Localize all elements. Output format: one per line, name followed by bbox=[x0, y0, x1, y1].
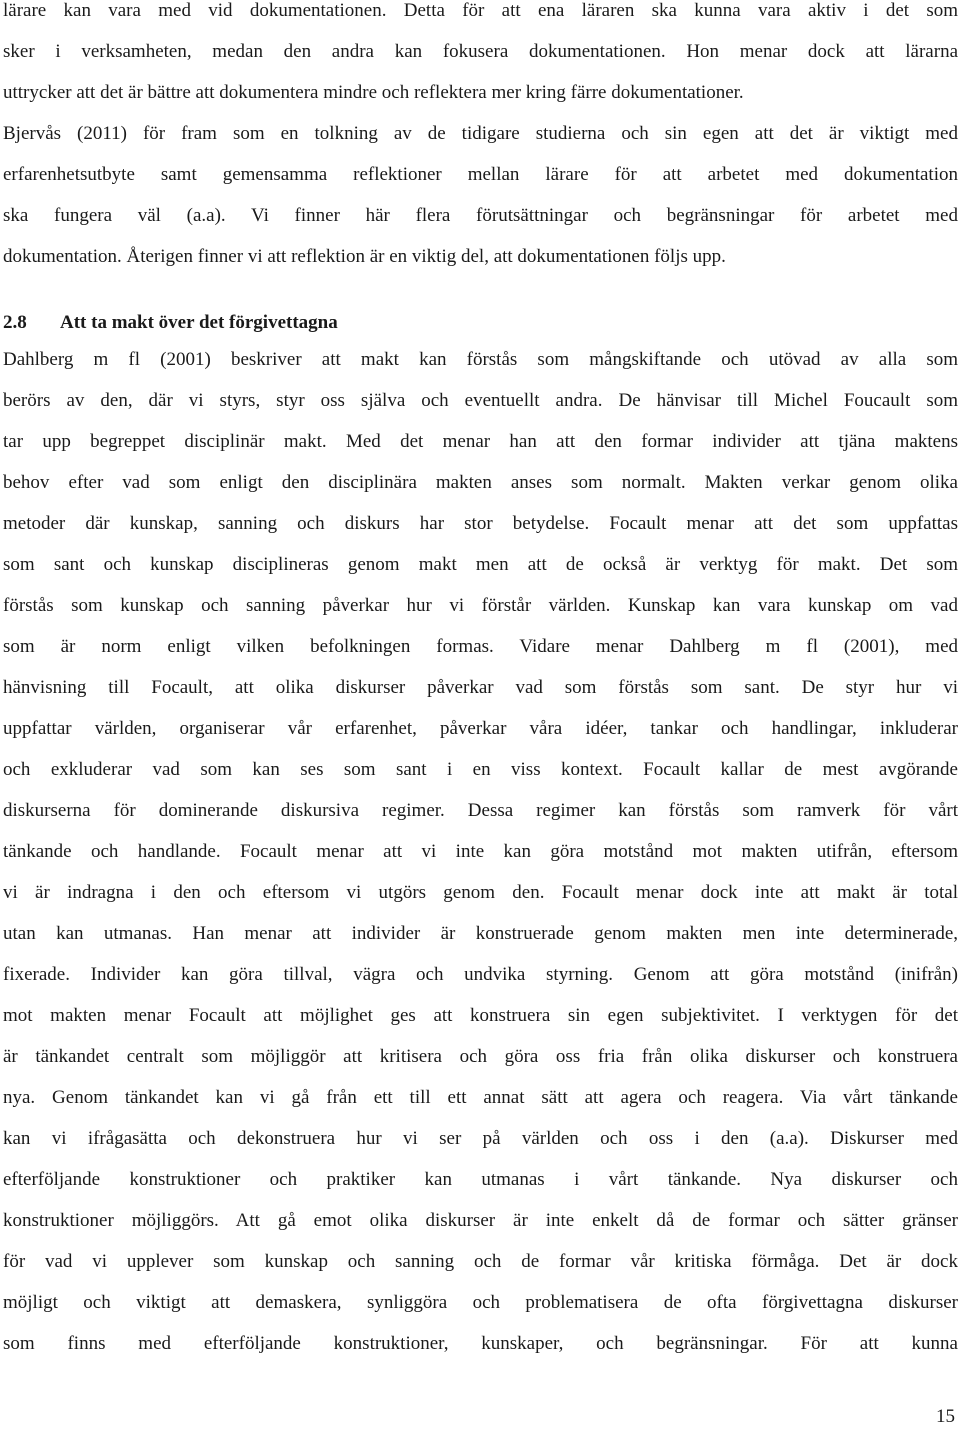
text-line: fixerade. Individer kan göra tillval, vägra och undvika styrning. Genom att göra motstånd (inifrån) bbox=[3, 964, 958, 985]
text-line: behov efter vad som enligt den disciplinära makten anses som normalt. Makten verkar genom olika bbox=[3, 472, 958, 493]
text-line: mot makten menar Focault att möjlighet ges att konstruera sin egen subjektivitet. I verktygen för det bbox=[3, 1005, 958, 1026]
text-line: uttrycker att det är bättre att dokumentera mindre och reflektera mer kring färre dokumentationer. bbox=[3, 82, 744, 103]
text-line: erfarenhetsutbyte samt gemensamma reflektioner mellan lärare för att arbetet med dokumentation bbox=[3, 164, 958, 185]
text-line: som är norm enligt vilken befolkningen formas. Vidare menar Dahlberg m fl (2001), med bbox=[3, 636, 958, 657]
text-line: metoder där kunskap, sanning och diskurs har stor betydelse. Focault menar att det som uppfattas bbox=[3, 513, 958, 534]
text-line: lärare kan vara med vid dokumentationen. Detta för att ena läraren ska kunna vara aktiv i det som bbox=[3, 0, 958, 21]
text-line: tänkande och handlande. Focault menar att vi inte kan göra motstånd mot makten utifrån, eftersom bbox=[3, 841, 958, 862]
text-line: som sant och kunskap disciplineras genom makt men att de också är verktyg för makt. Det som bbox=[3, 554, 958, 575]
text-line: och exkluderar vad som kan ses som sant i en viss kontext. Focault kallar de mest avgörande bbox=[3, 759, 958, 780]
text-line: möjligt och viktigt att demaskera, synliggöra och problematisera de ofta förgivettagna diskurser bbox=[3, 1292, 958, 1313]
section-title: Att ta makt över det förgivettagna bbox=[60, 312, 338, 333]
text-line: som finns med efterföljande konstruktioner, kunskaper, och begränsningar. För att kunna bbox=[3, 1333, 958, 1354]
text-line: förstås som kunskap och sanning påverkar hur vi förstår världen. Kunskap kan vara kunskap om vad bbox=[3, 595, 958, 616]
text-line: tar upp begreppet disciplinär makt. Med det menar han att den formar individer att tjäna maktens bbox=[3, 431, 958, 452]
text-line: sker i verksamheten, medan den andra kan fokusera dokumentationen. Hon menar dock att lärarna bbox=[3, 41, 958, 62]
text-line: berörs av den, där vi styrs, styr oss själva och eventuellt andra. De hänvisar till Michel Foucault som bbox=[3, 390, 958, 411]
section-heading bbox=[3, 302, 338, 343]
section-number: 2.8 bbox=[3, 312, 27, 333]
text-line: uppfattar världen, organiserar vår erfarenhet, påverkar våra idéer, tankar och handlingar, inkluderar bbox=[3, 718, 958, 739]
text-line: nya. Genom tänkandet kan vi gå från ett till ett annat sätt att agera och reagera. Via vårt tänkande bbox=[3, 1087, 958, 1108]
text-line: vi är indragna i den och eftersom vi utgörs genom den. Focault menar dock inte att makt är total bbox=[3, 882, 958, 903]
text-line: diskurserna för dominerande diskursiva regimer. Dessa regimer kan förstås som ramverk för vårt bbox=[3, 800, 958, 821]
page-number: 15 bbox=[936, 1406, 955, 1427]
text-line: är tänkandet centralt som möjliggör att kritisera och göra oss fria från olika diskurser och konstruera bbox=[3, 1046, 958, 1067]
text-line: hänvisning till Focault, att olika diskurser påverkar vad som förstås som sant. De styr hur vi bbox=[3, 677, 958, 698]
text-line: ska fungera väl (a.a). Vi finner här flera förutsättningar och begränsningar för arbetet med bbox=[3, 205, 958, 226]
text-line: dokumentation. Återigen finner vi att reflektion är en viktig del, att dokumentationen följs upp. bbox=[3, 246, 726, 267]
text-line: efterföljande konstruktioner och praktiker kan utmanas i vårt tänkande. Nya diskurser och bbox=[3, 1169, 958, 1190]
text-line: för vad vi upplever som kunskap och sanning och de formar vår kritiska förmåga. Det är dock bbox=[3, 1251, 958, 1272]
text-line: kan vi ifrågasätta och dekonstruera hur vi ser på världen och oss i den (a.a). Diskurser med bbox=[3, 1128, 958, 1149]
text-line: utan kan utmanas. Han menar att individer är konstruerade genom makten men inte determinerade, bbox=[3, 923, 958, 944]
text-line: konstruktioner möjliggörs. Att gå emot olika diskurser är inte enkelt då de formar och sätter gränser bbox=[3, 1210, 958, 1231]
text-line: Bjervås (2011) för fram som en tolkning av de tidigare studierna och sin egen att det är viktigt med bbox=[3, 123, 958, 144]
text-line: Dahlberg m fl (2001) beskriver att makt kan förstås som mångskiftande och utövad av alla som bbox=[3, 349, 958, 370]
